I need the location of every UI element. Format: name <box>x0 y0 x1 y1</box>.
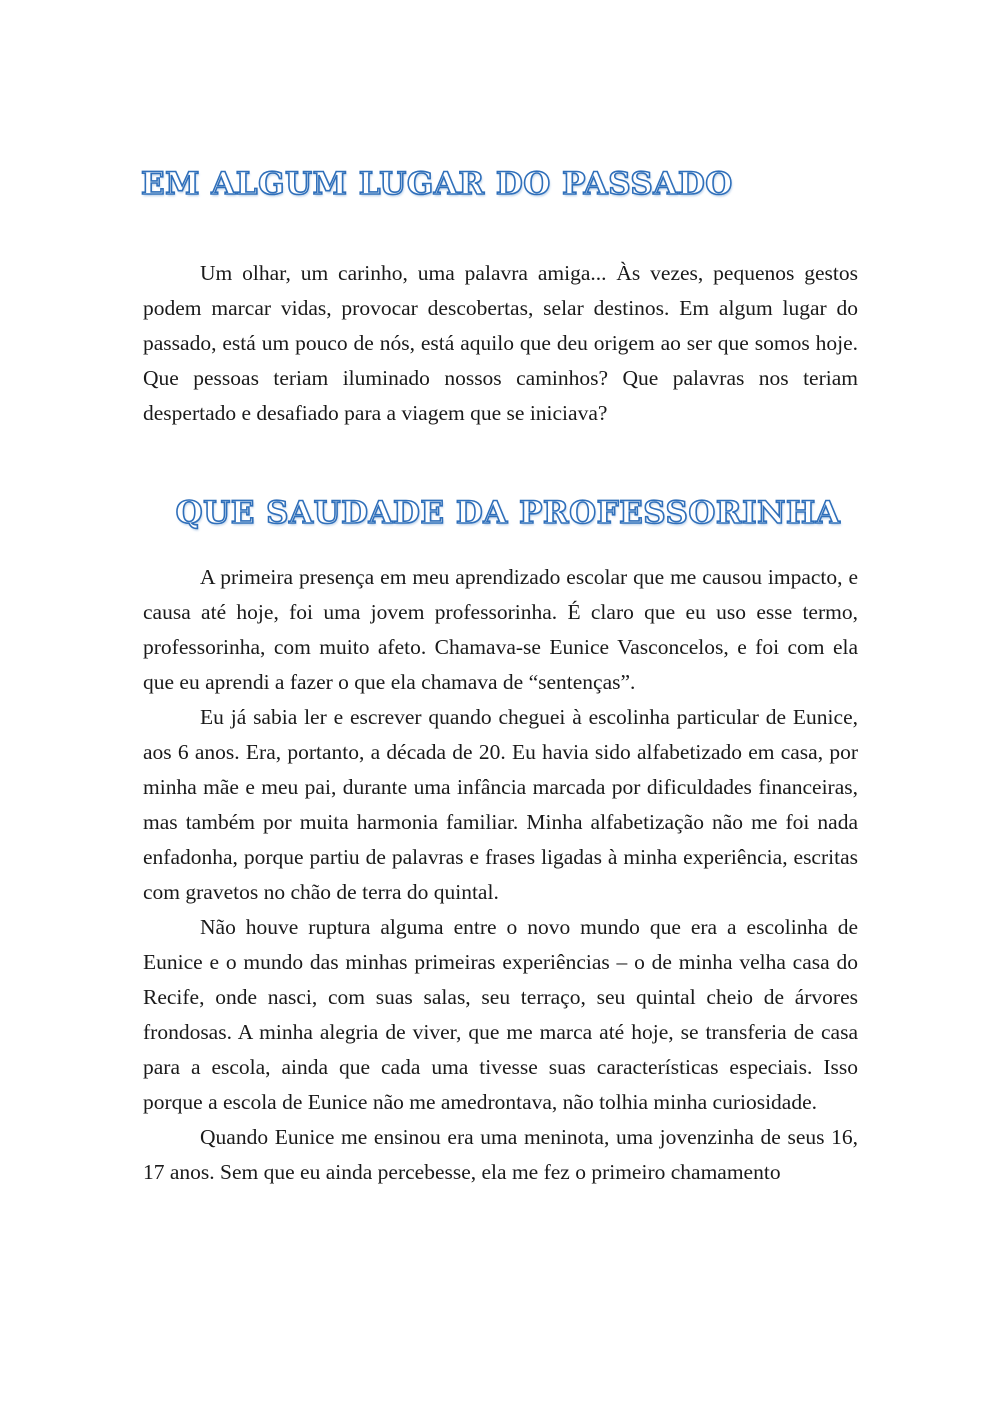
section-title-em-algum-lugar-do-passado: EM ALGUM LUGAR DO PASSADO <box>141 166 733 202</box>
story-paragraph-3: Não houve ruptura alguma entre o novo mundo que era a escolinha de Eunice e o mundo das minhas primeiras experiências – o de minha velha casa do Recife, onde nasci, com suas salas, seu terraço, seu quintal cheio de árvores frondosas. A minha alegria de viver, que me marca até hoje, se transferia de casa para a escola, ainda que cada uma tivesse suas características especiais. Isso porque a escola de Eunice não me amedrontava, não tolhia minha curiosidade. <box>143 915 858 1114</box>
story-paragraph-2: Eu já sabia ler e escrever quando cheguei à escolinha particular de Eunice, aos 6 anos. Era, portanto, a década de 20. Eu havia sido alfabetizado em casa, por minha mãe e meu pai, durante uma infância marcada por dificuldades financeiras, mas também por muita harmonia familiar. Minha alfabetização não me foi nada enfadonha, porque partiu de palavras e frases ligadas à minha experiência, escritas com gravetos no chão de terra do quintal. <box>143 705 858 904</box>
story-text <box>143 560 858 1190</box>
story-paragraph-1: A primeira presença em meu aprendizado escolar que me causou impacto, e causa até hoje, foi uma jovem professorinha. É claro que eu uso esse termo, professorinha, com muito afeto. Chamava-se Eunice Vasconcelos, e foi com ela que eu aprendi a fazer o que ela chamava de “sentenças”. <box>143 565 858 694</box>
intro-paragraph: Um olhar, um carinho, uma palavra amiga... Às vezes, pequenos gestos podem marcar vidas, provocar descobertas, selar destinos. Em algum lugar do passado, está um pouco de nós, está aquilo que deu origem ao ser que somos hoje. Que pessoas teriam iluminado nossos caminhos? Que palavras nos teriam despertado e desafiado para a viagem que se iniciava? <box>143 261 858 425</box>
section-title-que-saudade-da-professorinha: QUE SAUDADE DA PROFESSORINHA <box>175 495 841 531</box>
intro-text <box>143 256 858 431</box>
story-paragraph-4: Quando Eunice me ensinou era uma meninota, uma jovenzinha de seus 16, 17 anos. Sem que eu ainda percebesse, ela me fez o primeiro chamamento <box>143 1125 858 1184</box>
